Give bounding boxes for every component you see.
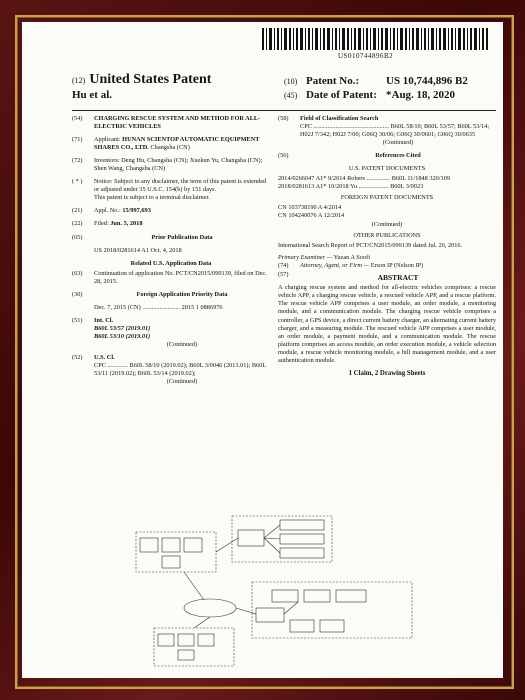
representative-drawing	[122, 504, 422, 674]
inid-code: (58)	[278, 115, 289, 122]
inid-code: (21)	[72, 207, 83, 215]
attorney-label: Attorney, Agent, or Firm —	[300, 261, 370, 269]
barcode-number: US010744896B2	[338, 52, 394, 60]
inventors-label: Inventors:	[94, 157, 120, 165]
right-column	[278, 115, 496, 379]
inid-code: ( * )	[72, 178, 83, 186]
appl-label: Appl. No.:	[94, 207, 121, 215]
continued-note: (Continued)	[166, 378, 198, 386]
claims-count: 1 Claim, 2 Drawing Sheets	[348, 369, 426, 377]
header-rule	[72, 110, 496, 111]
field-search-label: Field of Classification Search	[300, 115, 379, 122]
prior-pub-heading: Prior Publication Data	[151, 233, 213, 241]
examiner-label: Primary Examiner —	[278, 253, 333, 261]
related-heading: Related U.S. Application Data	[130, 259, 212, 267]
continued-note: (Continued)	[371, 220, 403, 228]
appl-number: 15/997,693	[122, 207, 151, 215]
foreign-priority-heading: Foreign Application Priority Data	[136, 290, 228, 298]
inid-code: (10)	[284, 77, 298, 86]
us-cl-label: U.S. Cl.	[94, 354, 115, 362]
inid-code: (12)	[72, 76, 86, 85]
field-search-text: CPC ................................................ B60L 58/10; B60L 53/57; B60L 53/14; H02J 7/342; H02J 7/00; G06Q 30/06; G06Q 30/0601; G06Q 30/0635	[300, 123, 490, 139]
inid-code: (45)	[284, 91, 298, 100]
inid-code: (72)	[72, 157, 83, 165]
int-cl-label: Int. Cl.	[94, 316, 114, 324]
related-text: Continuation of application No. PCT/CN2015/099139, filed on Dec. 28, 2015.	[94, 269, 267, 285]
notice-label: Notice:	[94, 178, 113, 186]
patent-title-type: United States Patent	[89, 72, 212, 87]
header-right	[284, 75, 496, 103]
inid-code: (30)	[72, 290, 83, 298]
inid-code: (71)	[72, 136, 83, 144]
examiner-name: Yuzan A Soofi	[333, 253, 370, 261]
abstract-heading: ABSTRACT	[377, 272, 419, 282]
applicant-name: HUNAN SCIENTOP AUTOMATIC EQUIPMENT SHARES CO., LTD.	[94, 136, 260, 152]
inventor-short: Hu et al.	[72, 89, 113, 101]
inid-code: (22)	[72, 220, 83, 228]
inventors-text: Deng Hu, Changsha (CN); Xuekun Yu, Changsha (CN); Shen Wang, Changsha (CN)	[94, 157, 263, 173]
date-of-patent: *Aug. 18, 2020	[386, 89, 456, 101]
inid-code: (56)	[278, 152, 289, 160]
references-heading: References Cited	[375, 152, 421, 160]
invention-title: CHARGING RESCUE SYSTEM AND METHOD FOR ALL-ELECTRIC VEHICLES	[94, 115, 261, 131]
notice-text-2: This patent is subject to a terminal disclaimer.	[94, 194, 210, 202]
attorney-name: Erson IP (Nelson IP)	[370, 261, 424, 269]
other-publications-heading: OTHER PUBLICATIONS	[353, 231, 421, 239]
filed-label: Filed:	[94, 220, 109, 228]
other-publications-text: International Search Report of PCT/CN2015/099139 dated Jul. 26, 2016.	[278, 241, 463, 249]
foreign-reference-row: CN 104240076 A 12/2014	[278, 212, 345, 220]
inid-code: (51)	[72, 316, 83, 324]
patent-document	[22, 22, 503, 678]
header-left	[72, 72, 211, 101]
inid-code: (52)	[72, 354, 83, 362]
foreign-docs-heading: FOREIGN PATENT DOCUMENTS	[340, 194, 434, 202]
abstract-text: A charging rescue system and method for all-electric vehicles comprises: a rescue vehicle APP, a charging rescue vehicle, a rescued vehicle APP, and a rescue platform. The rescue vehicle APP comprises a user module, an order module, a monitoring module, and a communication module. The charging rescue vehicle comprises a controller, a GPS device, a direct current battery charger, an alternating current battery charger, and a measuring module. The rescued vehicle APP comprises a user module, an order module, a payment module, and a communication module. The rescue platform comprises an access module, an order execution module, a vehicle selection module, a rescue vehicle monitoring module, a bill management module, and a user authentication module.	[278, 284, 496, 364]
barcode	[262, 28, 488, 50]
patent-no-label: Patent No.:	[306, 75, 360, 87]
inid-code: (63)	[72, 269, 83, 277]
us-patent-docs-heading: U.S. PATENT DOCUMENTS	[348, 165, 426, 173]
notice-text: Subject to any disclaimer, the term of this patent is extended or adjusted under 35 U.S.C. 154(b) by 151 days.	[94, 178, 267, 194]
applicant-label: Applicant:	[94, 136, 121, 144]
applicant-place: Changsha (CN)	[150, 144, 190, 152]
inid-code: (65)	[72, 233, 83, 241]
inid-code: (54)	[72, 115, 83, 122]
continued-note: (Continued)	[166, 340, 198, 348]
continued-note: (Continued)	[382, 139, 414, 147]
date-label: Date of Patent:	[306, 89, 377, 101]
us-reference-row: 2014/0266047 A1* 9/2014 Robers ............... B60L 11/1848 320/109	[278, 175, 450, 183]
left-column	[72, 115, 270, 391]
foreign-priority-row: Dec. 7, 2015 (CN) ........................ 2015 1 0886976	[94, 303, 223, 311]
filed-date: Jun. 5, 2018	[110, 220, 143, 228]
foreign-reference-row: CN 103738190 A 4/2014	[278, 204, 342, 212]
us-reference-row: 2018/0281613 A1* 10/2018 Yu ................... B60L 3/0023	[278, 183, 424, 191]
inid-code: (57)	[278, 270, 289, 278]
patent-number: US 10,744,896 B2	[386, 75, 468, 87]
int-cl-row: B60L 53/57 (2019.01)	[94, 324, 151, 332]
us-cl-text: CPC ............. B60L 58/10 (2019.02); B60L 3/0046 (2013.01); B60L 53/11 (2019.02); B60L 53/14 (2019.02);	[94, 362, 266, 378]
prior-pub-row: US 2018/0281614 A1 Oct. 4, 2018	[94, 246, 182, 254]
int-cl-row: B60L 53/10 (2019.01)	[94, 332, 151, 340]
inid-code: (74)	[278, 261, 289, 269]
